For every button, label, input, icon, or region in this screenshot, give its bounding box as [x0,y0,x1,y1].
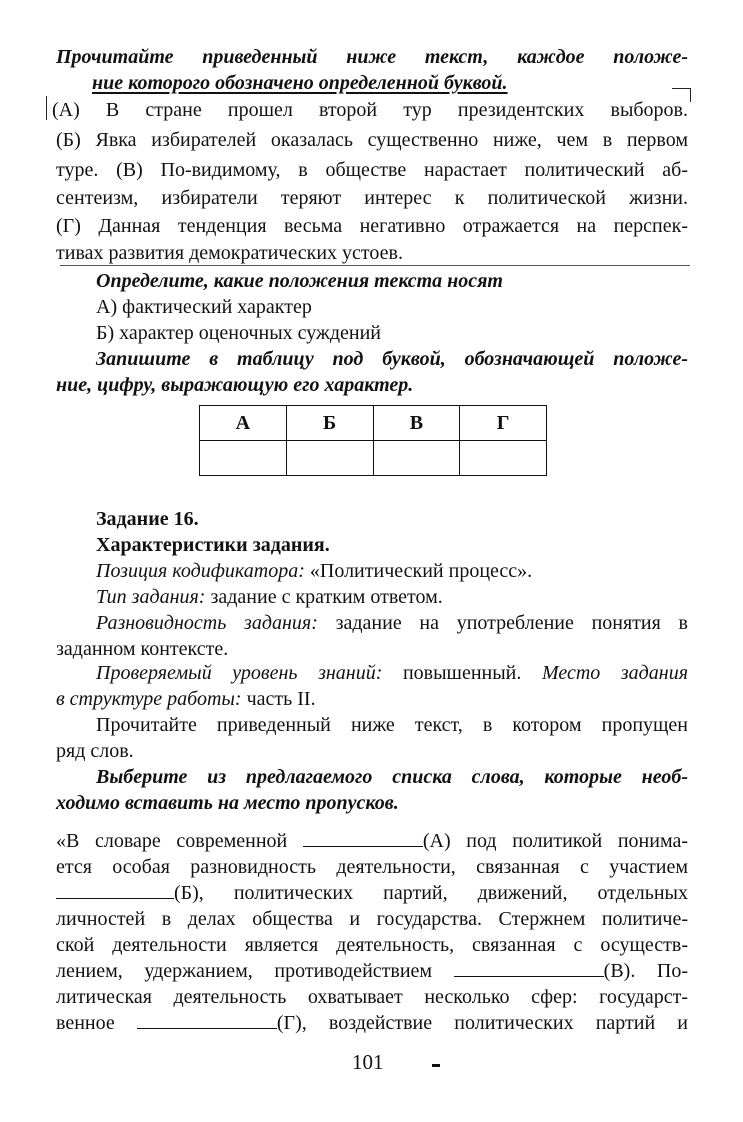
text1-line-2: (Б) Явка избирателей оказалась существенно ниже, чем в первом [56,129,688,151]
answer-table-input-row [200,441,547,476]
task16-characteristics: Характеристики задания. [96,534,330,556]
answer-header-g: Г [460,406,547,441]
text2-line-1-end: (А) под политикой понима- [422,830,689,852]
text2-line-6-end: (В). По- [603,960,689,982]
knowledge-level-label: Проверяемый уровень знаний: [96,662,383,684]
text2-line-4: личностей в делах общества и государства. Стержнем политиче- [56,908,688,930]
frame-right-mark [690,88,691,102]
place-label-part-1: Место задания [541,662,688,684]
text1-line-3: туре. (В) По-видимому, в обществе нарастает политический аб- [56,159,688,181]
text2-line-8 [56,1010,688,1036]
task-variety-line-1 [96,610,688,636]
task-variety-line-2: заданном контексте. [56,638,229,660]
knowledge-level-line-1 [96,660,688,686]
task-variety-value: задание на употребление понятия в [317,612,688,634]
option-a: А) фактический характер [96,296,312,318]
text2-line-1 [56,828,688,854]
read-instruction-line-2: ряд слов. [56,740,134,762]
choose-instruction-line-1: Выберите из предлагаемого списка слова, которые необ- [96,766,688,788]
frame-left-mark [46,96,47,120]
answer-table-header-row [200,406,547,441]
blank-g[interactable] [137,1010,277,1029]
text1-line-6: тивах развития демократических устоев. [56,242,403,264]
answer-header-v: В [373,406,460,441]
codifier-position-label: Позиция кодификатора: [96,560,305,582]
text2-line-8-end: (Г), воздействие политических партий и [276,1012,689,1034]
task-variety-label: Разновидность задания: [96,612,318,634]
text2-line-5: ской деятельности является деятельность, связанная с осуществ- [56,934,688,956]
page-number: 101 [352,1050,384,1074]
determine-heading: Определите, какие положения текста носят [96,270,503,292]
answer-cell-b[interactable] [286,441,373,476]
text2-line-6-start: лением, удержанием, противодействием [56,960,454,982]
text1-line-1: (А) В стране прошел второй тур президентских выборов. [52,99,688,121]
answer-table [199,405,547,476]
footer-dash-mark [432,1064,440,1067]
text2-line-1-start: «В словаре современной [56,830,303,852]
frame-top-right-mark [672,88,690,89]
blank-b[interactable] [56,880,174,899]
codifier-position [96,558,532,584]
text1-line-4: сентеизм, избиратели теряют интерес к политической жизни. [56,187,688,209]
text2-line-3-end: (Б), политических партий, движений, отдельных [174,882,688,904]
text2-line-3 [56,880,688,906]
write-instruction-line-1: Запишите в таблицу под буквой, обозначающей положе- [96,348,688,370]
knowledge-level-value: повышенный. [382,662,542,684]
answer-cell-v[interactable] [373,441,460,476]
text2-line-2: ется особая разновидность деятельности, связанная с участием [56,856,688,878]
task-type-value: задание с кратким ответом. [205,586,443,608]
text2-line-8-start: венное [56,1012,137,1034]
text2-line-6 [56,958,688,984]
blank-v[interactable] [454,958,604,977]
read-instruction-line-1: Прочитайте приведенный ниже текст, в котором пропущен [96,714,688,736]
task-type [96,584,443,610]
answer-cell-a[interactable] [200,441,287,476]
knowledge-level-line-2 [56,686,316,712]
place-value: часть II. [241,688,316,710]
task16-title: Задание 16. [96,508,199,530]
answer-cell-g[interactable] [460,441,547,476]
place-label-part-2: в структуре работы: [56,688,242,710]
task-type-label: Тип задания: [96,586,206,608]
choose-instruction-line-2: ходимо вставить на место пропусков. [56,792,399,814]
codifier-position-value: «Политический процесс». [304,560,533,582]
text1-line-5: (Г) Данная тенденция весьма негативно отражается на перспек- [56,215,688,237]
frame-bottom-line [60,265,690,266]
option-b: Б) характер оценочных суждений [96,322,381,344]
text2-line-7: литическая деятельность охватывает несколько сфер: государст- [56,986,688,1008]
instruction-line-1: Прочитайте приведенный ниже текст, каждое положе- [56,46,688,68]
answer-header-a: А [200,406,287,441]
write-instruction-line-2: ние, цифру, выражающую его характер. [56,374,414,396]
answer-header-b: Б [286,406,373,441]
instruction-line-2: ние которого обозначено определенной буквой. [92,72,508,94]
blank-a[interactable] [303,828,423,847]
